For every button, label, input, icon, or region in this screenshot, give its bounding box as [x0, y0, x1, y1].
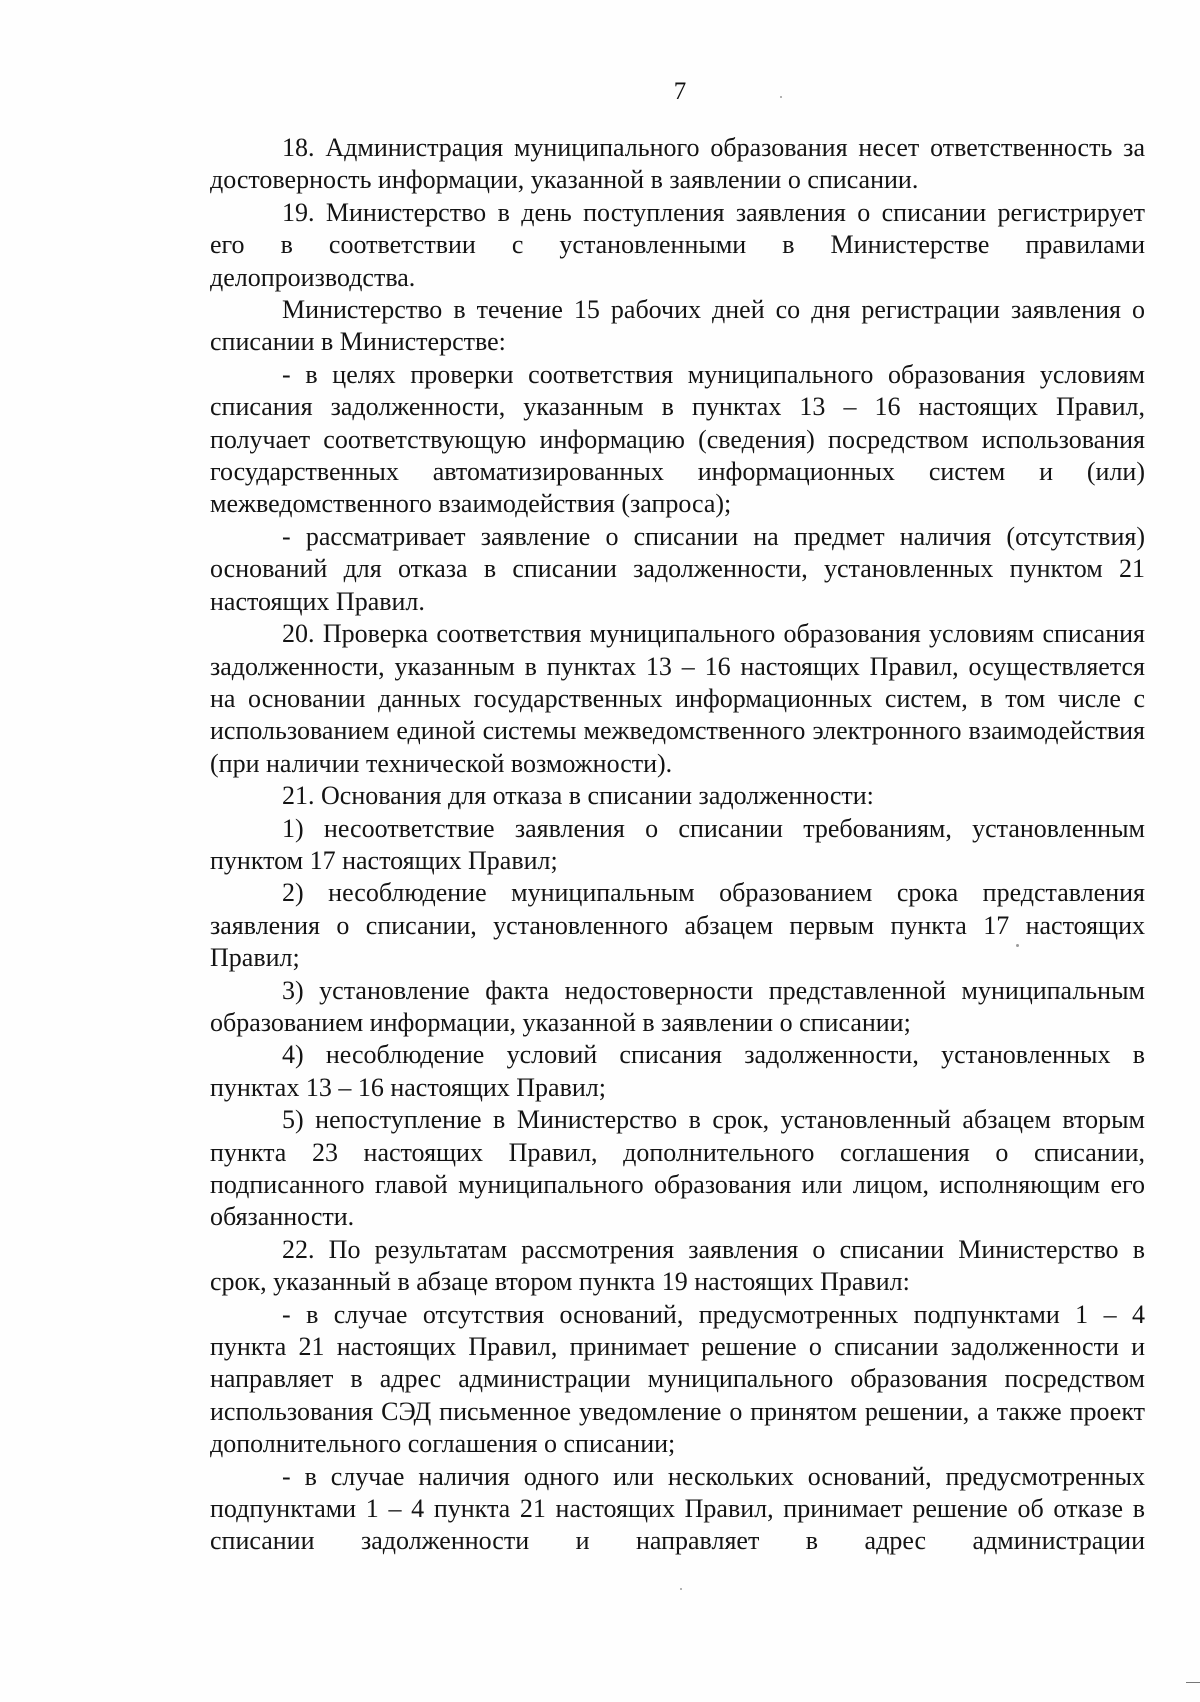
scan-edge-mark — [1186, 1682, 1200, 1683]
paragraph-19-term: Министерство в течение 15 рабочих дней со дня регистрации заявления о списании в Министерстве: — [210, 295, 1145, 357]
paragraph-19-review: - рассматривает заявление о списании на предмет наличия (отсутствия) оснований для отказа в списании задолженности, установленных пунктом 21 настоящих Правил. — [210, 521, 1145, 616]
page-number: 7 — [673, 78, 687, 105]
paragraph-18: 18. Администрация муниципального образования несет ответственность за достоверность информации, указанной в заявлении о списании. — [210, 133, 1145, 195]
paragraph-20: 20. Проверка соответствия муниципального образования условиям списания задолженности, указанным в пунктах 13 – 16 настоящих Правил, осуществляется на основании данных государственных информационных систем, в том числе с использованием единой системы межведомственного электронного взаимодействия (при наличии технической возможности). — [210, 619, 1145, 778]
scan-speck — [780, 96, 782, 98]
scan-speck — [680, 1588, 682, 1590]
scan-speck — [1016, 944, 1019, 947]
paragraph-22: 22. По результатам рассмотрения заявления о списании Министерство в срок, указанный в абзаце втором пункта 19 настоящих Правил: — [210, 1234, 1145, 1297]
paragraph-21-item-3: 3) установление факта недостоверности представленной муниципальным образованием информации, указанной в заявлении о списании; — [210, 975, 1145, 1037]
paragraph-22-refuse: - в случае наличия одного или нескольких оснований, предусмотренных подпунктами 1 – 4 пункта 21 настоящих Правил, принимает решение об отказе в списании задолженности и направляет в адрес администрации — [210, 1461, 1145, 1556]
paragraph-21-item-5: 5) непоступление в Министерство в срок, установленный абзацем вторым пункта 23 настоящих Правил, дополнительного соглашения о списании, подписанного главой муниципального образования или лицом, исполняющим его обязанности. — [210, 1105, 1145, 1232]
paragraph-21-item-1: 1) несоответствие заявления о списании требованиям, установленным пунктом 17 настоящих Правил; — [210, 813, 1145, 875]
paragraph-19-check: - в целях проверки соответствия муниципального образования условиям списания задолженности, указанным в пунктах 13 – 16 настоящих Правил, получает соответствующую информацию (сведения) посредством использования государственных автоматизированных информационных систем и (или) межведомственного взаимодействия (запроса); — [210, 359, 1145, 519]
paragraph-21: 21. Основания для отказа в списании задолженности: — [282, 781, 874, 811]
paragraph-21-item-2: 2) несоблюдение муниципальным образованием срока представления заявления о списании, установленного абзацем первым пункта 17 настоящих Правил; — [210, 878, 1145, 973]
document-body — [210, 132, 1145, 1558]
paragraph-19: 19. Министерство в день поступления заявления о списании регистрирует его в соответствии с установленными в Министерстве правилами делопроизводства. — [210, 197, 1145, 292]
paragraph-22-approve: - в случае отсутствия оснований, предусмотренных подпунктами 1 – 4 пункта 21 настоящих Правил, принимает решение о списании задолженности и направляет в адрес администрации муниципального образования посредством использования СЭД письменное уведомление о принятом решении, а также проект дополнительного соглашения о списании; — [210, 1299, 1145, 1459]
paragraph-21-item-4: 4) несоблюдение условий списания задолженности, установленных в пунктах 13 – 16 настоящих Правил; — [210, 1040, 1145, 1102]
